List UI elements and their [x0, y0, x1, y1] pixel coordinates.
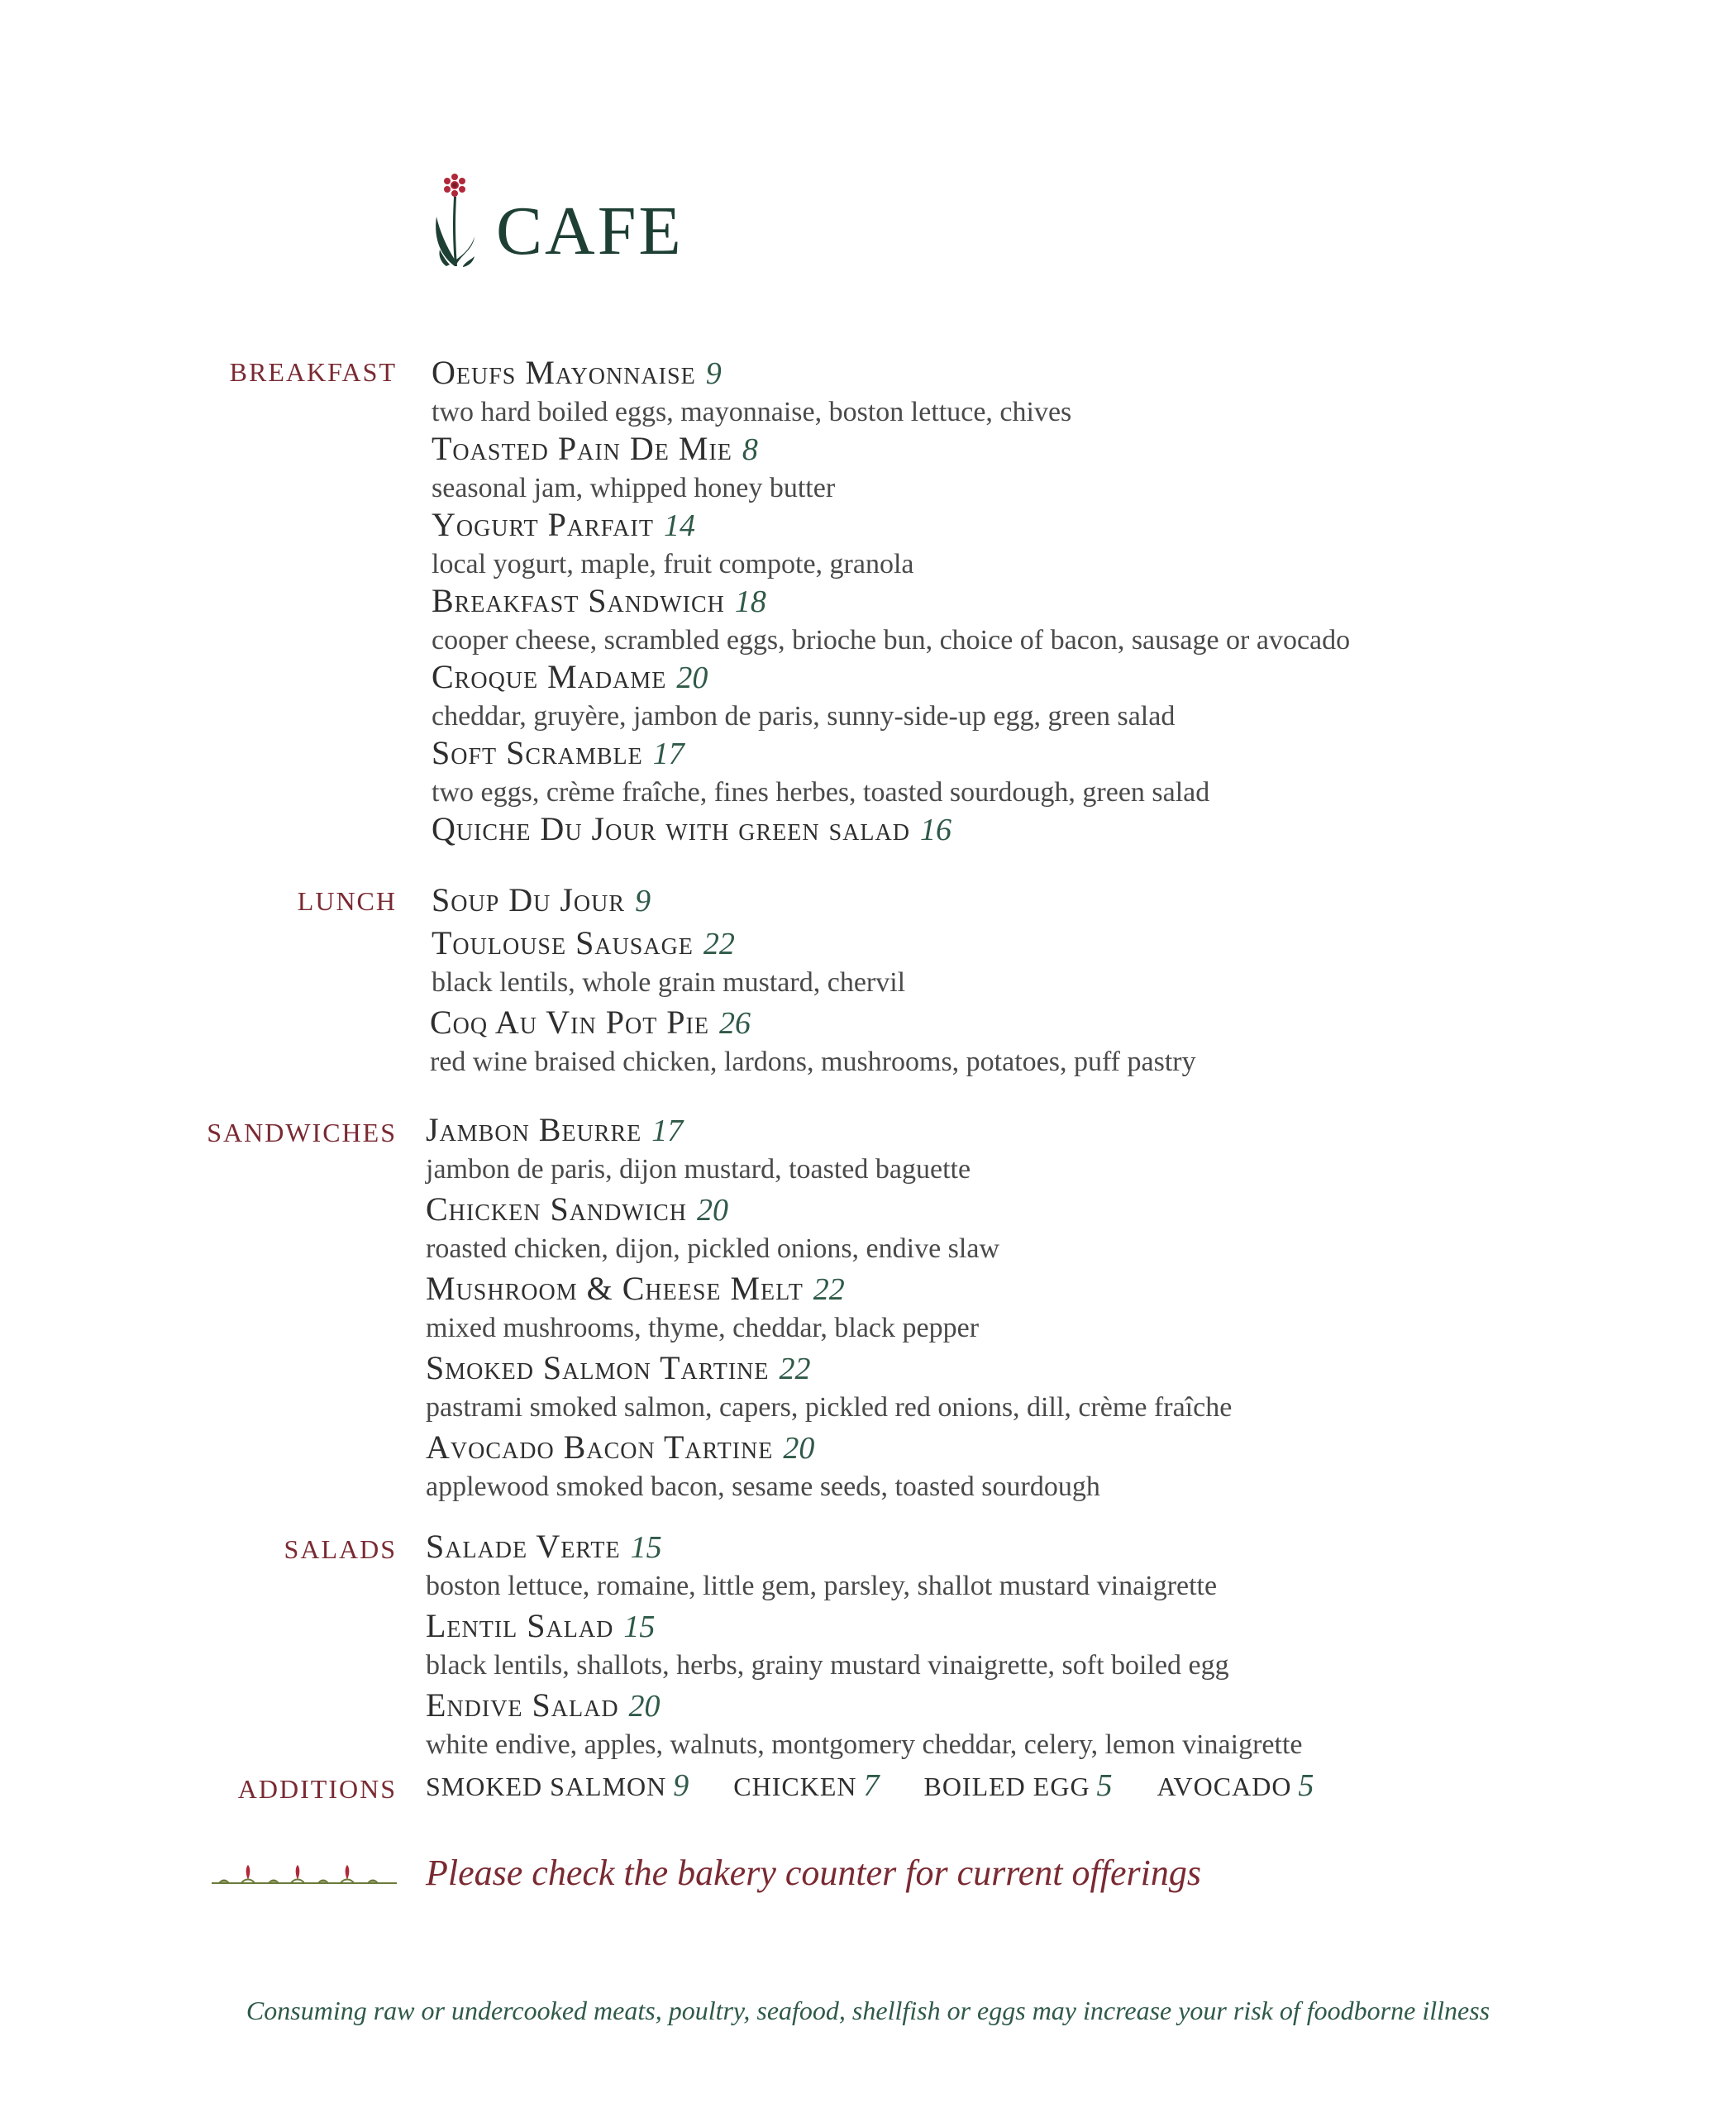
item-description: cheddar, gruyère, jambon de paris, sunny-side-up egg, green salad [432, 701, 1176, 732]
item-description: pastrami smoked salmon, capers, pickled red onions, dill, crème fraîche [426, 1392, 1233, 1423]
section-label-lunch: LUNCH [297, 886, 397, 916]
item-price: 20 [697, 1193, 729, 1228]
addition-name: BOILED EGG [923, 1772, 1090, 1801]
item-description: black lentils, whole grain mustard, chervil [432, 967, 906, 998]
addition-item [733, 1767, 879, 1804]
item-description: applewood smoked bacon, sesame seeds, toasted sourdough [426, 1471, 1100, 1502]
addition-price: 7 [863, 1768, 880, 1803]
section-label-additions: ADDITIONS [237, 1774, 397, 1804]
item-description: local yogurt, maple, fruit compote, granola [432, 549, 914, 579]
cafe-logo [430, 174, 684, 269]
item-name: Coq Au Vin Pot Pie [430, 1004, 709, 1041]
item-name: Yogurt Parfait [432, 506, 654, 543]
menu-item [426, 1688, 1302, 1759]
menu-item [432, 736, 1209, 807]
item-name: Breakfast Sandwich [432, 582, 725, 619]
item-price: 18 [734, 584, 766, 619]
addition-price: 5 [1096, 1768, 1113, 1803]
menu-item [432, 432, 835, 503]
menu-item [432, 355, 1071, 427]
item-name: Soup Du Jour [432, 881, 626, 918]
menu-item [432, 660, 1175, 731]
item-price: 20 [676, 661, 708, 695]
menu-item [432, 508, 913, 579]
menu-item [432, 812, 951, 848]
menu-item [426, 1351, 1232, 1422]
addition-item [923, 1767, 1112, 1804]
item-name: Jambon Beurre [426, 1111, 642, 1148]
item-price: 9 [635, 884, 651, 918]
additions-list [426, 1767, 1314, 1804]
item-price: 17 [651, 1114, 684, 1148]
item-price: 8 [742, 432, 758, 467]
item-name: Toasted Pain De Mie [432, 430, 732, 467]
item-name: Mushroom & Cheese Melt [426, 1270, 804, 1307]
addition-item [1157, 1767, 1314, 1804]
item-price: 17 [652, 737, 684, 771]
menu-item [426, 1192, 999, 1263]
addition-item [426, 1767, 689, 1804]
item-description: black lentils, shallots, herbs, grainy mustard vinaigrette, soft boiled egg [426, 1650, 1229, 1681]
section-label-breakfast: BREAKFAST [229, 357, 397, 387]
item-name: Chicken Sandwich [426, 1190, 688, 1228]
item-price: 22 [813, 1272, 845, 1307]
item-name: Croque Madame [432, 658, 667, 695]
item-name: Soft Scramble [432, 734, 643, 771]
bakery-note: Please check the bakery counter for current offerings [426, 1853, 1201, 1893]
addition-price: 9 [673, 1768, 689, 1803]
item-description: roasted chicken, dijon, pickled onions, endive slaw [426, 1233, 999, 1264]
item-price: 20 [628, 1689, 661, 1724]
item-description: two hard boiled eggs, mayonnaise, boston lettuce, chives [432, 397, 1072, 427]
menu-item [430, 1005, 1196, 1076]
item-price: 15 [630, 1530, 662, 1565]
menu-item [432, 926, 905, 997]
item-name: Endive Salad [426, 1686, 619, 1724]
page-title: CAFE [496, 193, 684, 269]
addition-name: AVOCADO [1157, 1772, 1292, 1801]
item-description: boston lettuce, romaine, little gem, parsley, shallot mustard vinaigrette [426, 1571, 1218, 1601]
item-price: 15 [623, 1610, 656, 1644]
item-description: jambon de paris, dijon mustard, toasted baguette [426, 1154, 971, 1185]
menu-item [426, 1430, 1100, 1501]
item-price: 9 [705, 356, 722, 391]
menu-item [426, 1271, 979, 1343]
item-name: Avocado Bacon Tartine [426, 1428, 774, 1466]
item-price: 22 [779, 1352, 811, 1386]
item-name: Toulouse Sausage [432, 924, 694, 961]
item-description: two eggs, crème fraîche, fines herbes, toasted sourdough, green salad [432, 777, 1210, 808]
item-description: mixed mushrooms, thyme, cheddar, black pepper [426, 1313, 980, 1343]
item-name: Quiche Du Jour with green salad [432, 810, 910, 847]
addition-name: CHICKEN [733, 1772, 857, 1801]
disclaimer: Consuming raw or undercooked meats, poultry, seafood, shellfish or eggs may increase your risk of foodborne illness [246, 1996, 1490, 2025]
section-label-salads: SALADS [284, 1534, 397, 1564]
item-name: Smoked Salmon Tartine [426, 1349, 770, 1386]
item-name: Salade Verte [426, 1528, 621, 1565]
menu-item [426, 1609, 1229, 1680]
item-price: 20 [783, 1431, 815, 1466]
item-description: cooper cheese, scrambled eggs, brioche bun, choice of bacon, sausage or avocado [432, 625, 1351, 656]
item-description: red wine braised chicken, lardons, mushrooms, potatoes, puff pastry [430, 1047, 1196, 1077]
item-price: 26 [718, 1006, 751, 1041]
menu-item [432, 883, 651, 919]
item-name: Lentil Salad [426, 1607, 614, 1644]
menu-item [432, 584, 1350, 655]
menu-item [426, 1113, 971, 1184]
item-price: 22 [703, 927, 735, 961]
item-description: white endive, apples, walnuts, montgomery cheddar, celery, lemon vinaigrette [426, 1729, 1303, 1760]
item-price: 14 [663, 508, 695, 543]
addition-name: SMOKED SALMON [426, 1772, 667, 1801]
addition-price: 5 [1298, 1768, 1314, 1803]
section-label-sandwiches: SANDWICHES [207, 1118, 397, 1147]
menu-item [426, 1529, 1217, 1600]
item-price: 16 [919, 813, 951, 847]
item-description: seasonal jam, whipped honey butter [432, 473, 836, 503]
flower-icon [430, 174, 476, 269]
floral-ornament-icon [208, 1863, 400, 1891]
item-name: Oeufs Mayonnaise [432, 354, 696, 391]
